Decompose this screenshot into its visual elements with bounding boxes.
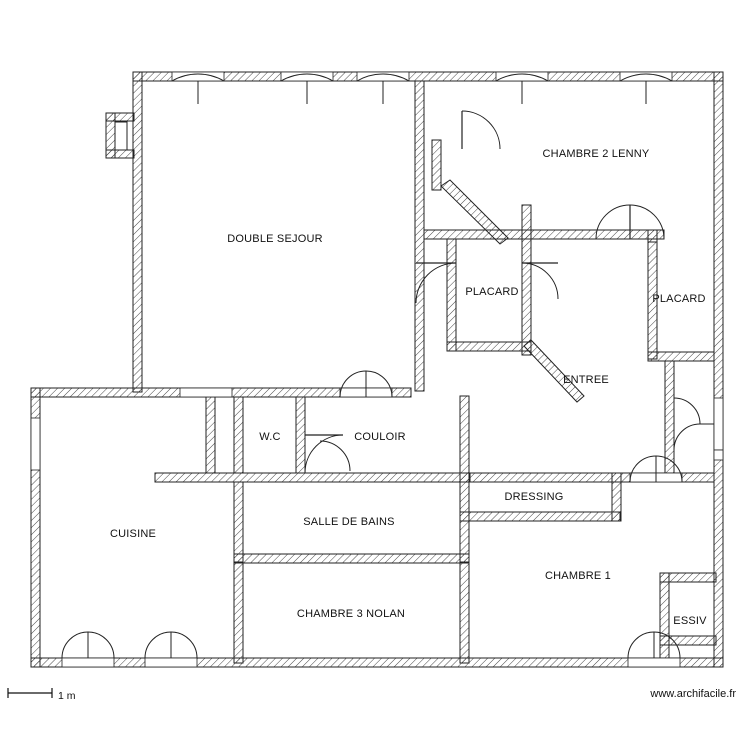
room-label-couloir: COULOIR [354, 431, 406, 443]
scale-bar-label: 1 m [58, 690, 76, 702]
room-label-chambre-3-nolan: CHAMBRE 3 NOLAN [296, 608, 406, 620]
room-label-cuisine: CUISINE [109, 528, 157, 540]
room-label-entree: ENTREE [563, 374, 609, 386]
room-label-dressing: DRESSING [504, 491, 564, 503]
room-label-cellier: ESSIV [673, 615, 707, 627]
room-label-w-c: W.C [259, 431, 281, 443]
room-label-chambre-2-lenny: CHAMBRE 2 LENNY [542, 148, 650, 160]
room-label-placard-1: PLACARD [465, 286, 519, 298]
room-label-chambre-1: CHAMBRE 1 [545, 570, 611, 582]
room-label-salle-de-bains: SALLE DE BAINS [303, 516, 395, 528]
site-credit: www.archifacile.fr [650, 688, 736, 700]
room-label-placard-2: PLACARD [652, 293, 706, 305]
doors-layer [62, 74, 714, 658]
scale-bar [8, 688, 52, 698]
room-label-double-sejour: DOUBLE SEJOUR [227, 233, 323, 245]
walls-layer [31, 72, 723, 667]
